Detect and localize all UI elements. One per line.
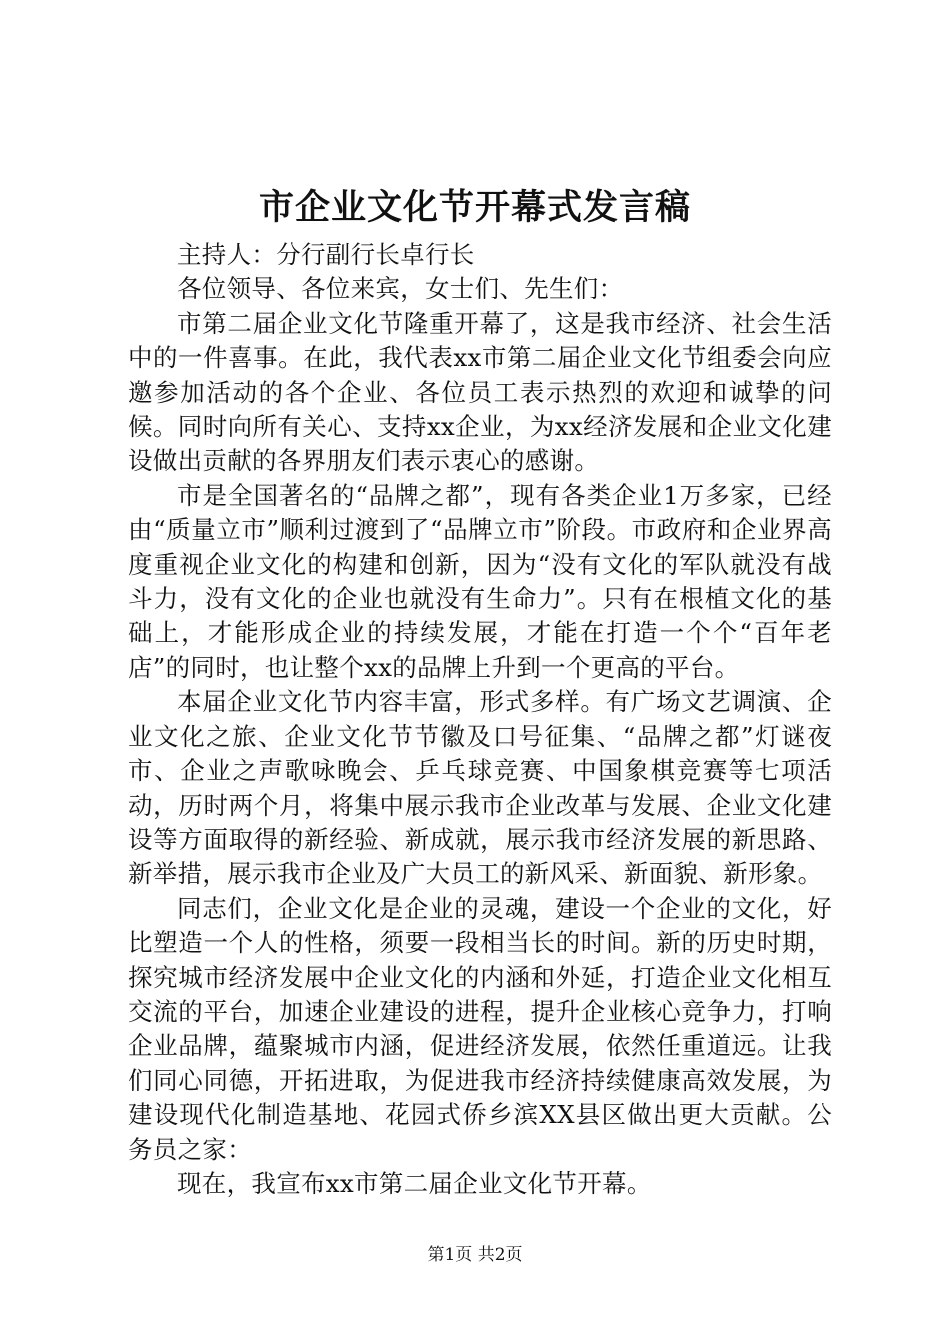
paragraph: 同志们，企业文化是企业的灵魂，建设一个企业的文化，好比塑造一个人的性格，须要一段相当长的时间。新的历史时期，探究城市经济发展中企业文化的内涵和外延，打造企业文化相互交流的平台，加速企业建设的进程，提升企业核心竞争力，打响企业品牌，蕴聚城市内涵，促进经济发展，依然任重道远。让我们同心同德，开拓进取，为促进我市经济持续健康高效发展，为建设现代化制造基地、花园式侨乡滨XX县区做出更大贡献。公务员之家： (128, 893, 832, 1164)
salutation: 各位领导、各位来宾，女士们、先生们： (177, 274, 624, 304)
document-title: 市企业文化节开幕式发言稿 (258, 187, 691, 228)
page-number: 第1页 共2页 (427, 1245, 523, 1265)
document-body (128, 238, 832, 1201)
host-line: 主持人：分行副行长卓行长 (177, 240, 475, 269)
paragraph: 市第二届企业文化节隆重开幕了，这是我市经济、社会生活中的一件喜事。在此，我代表xx市第二届企业文化节组委会向应邀参加活动的各个企业、各位员工表示热烈的欢迎和诚挚的问候。同时向所有关心、支持xx企业，为xx经济发展和企业文化建设做出贡献的各界朋友们表示衷心的感谢。 (128, 308, 832, 476)
paragraph: 本届企业文化节内容丰富，形式多样。有广场文艺调演、企业文化之旅、企业文化节节徽及口号征集、“品牌之都”灯谜夜市、企业之声歌咏晚会、乒乓球竞赛、中国象棋竞赛等七项活动，历时两个月，将集中展示我市企业改革与发展、企业文化建设等方面取得的新经验、新成就，展示我市经济发展的新思路、新举措，展示我市企业及广大员工的新风采、新面貌、新形象。 (128, 687, 832, 889)
paragraph: 市是全国著名的“品牌之都”，现有各类企业1万多家，已经由“质量立市”顺利过渡到了“品牌立市”阶段。市政府和企业界高度重视企业文化的构建和创新，因为“没有文化的军队就没有战斗力，没有文化的企业也就没有生命力”。只有在根植文化的基础上，才能形成企业的持续发展，才能在打造一个个“百年老店”的同时，也让整个xx的品牌上升到一个更高的平台。 (128, 480, 833, 682)
paragraph: 现在，我宣布xx市第二届企业文化节开幕。 (177, 1168, 652, 1198)
